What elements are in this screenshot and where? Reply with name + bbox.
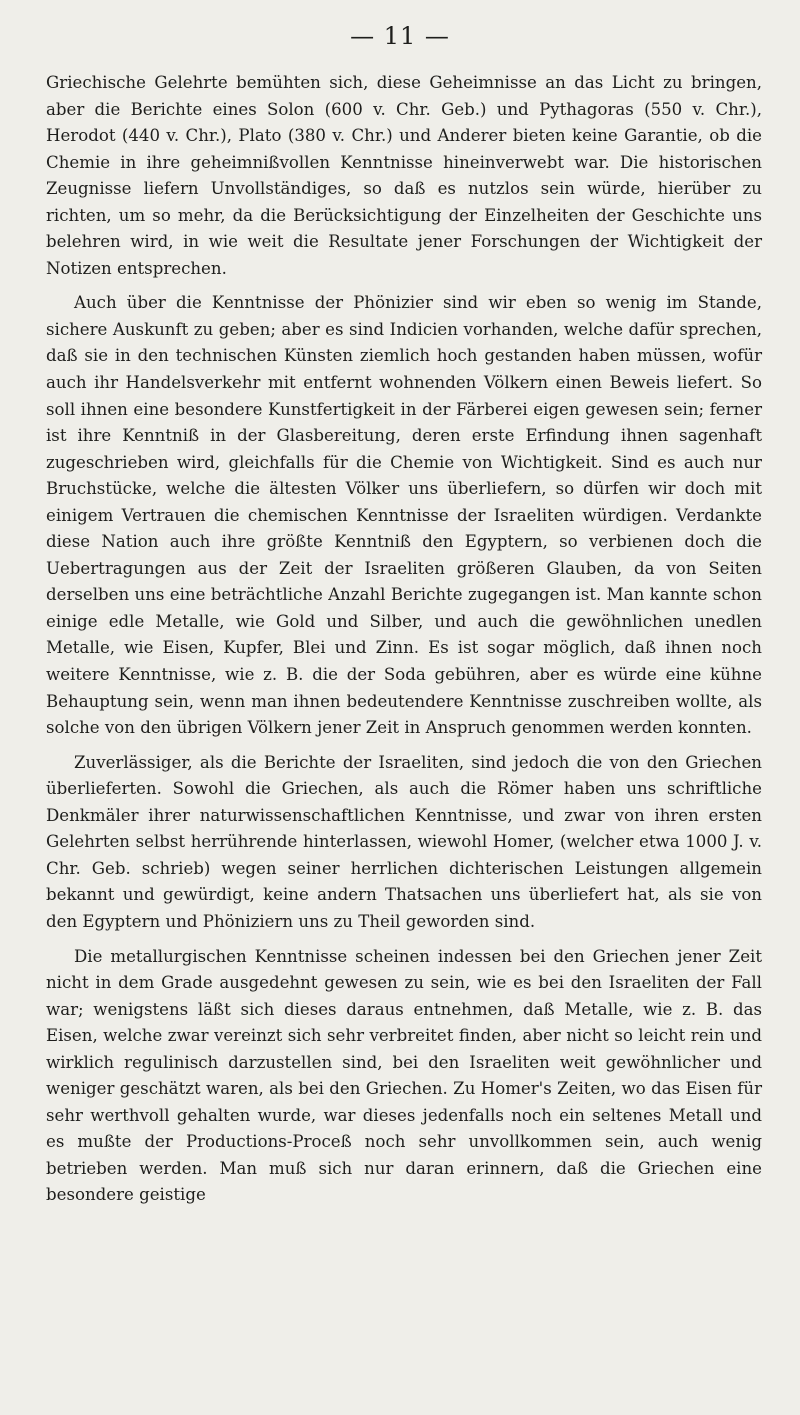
paragraph-greek-romans-reliability: Zuverlässiger, als die Berichte der Israeliten, sind jedoch die von den Griechen überlieferten. Sowohl die Griechen, als auch die Römer haben uns schriftliche Denkmäler ihrer naturwissenschaftlichen Kenntnisse, und zwar von ihren ersten Gelehrten selbst herrührende hinterlassen, wiewohl Homer, (welcher etwa 1000 J. v. Chr. Geb. schrieb) wegen seiner herrlichen dichterischen Leistungen allgemein bekannt und gewürdigt, keine andern Thatsachen uns überliefert hat, als sie von den Egyptern und Phöniziern uns zu Theil geworden sind. xyxy=(46,752,762,931)
body-text xyxy=(46,70,762,1217)
paragraph-phoenicians-israelites: Auch über die Kenntnisse der Phönizier sind wir eben so wenig im Stande, sichere Auskunft zu geben; aber es sind Indicien vorhanden, welche dafür sprechen, daß sie in den technischen Künsten ziemlich hoch gestanden haben müssen, wofür auch ihr Handelsverkehr mit entfernt wohnenden Völkern einen Beweis liefert. So soll ihnen eine besondere Kunstfertigkeit in der Färberei eigen gewesen sein; ferner ist ihre Kenntniß in der Glasbereitung, deren erste Erfindung ihnen sagenhaft zugeschrieben wird, gleichfalls für die Chemie von Wichtigkeit. Sind es auch nur Bruchstücke, welche die ältesten Völker uns überliefern, so dürfen wir doch mit einigem Vertrauen die chemischen Kenntnisse der Israeliten würdigen. Verdankte diese Nation auch ihre größte Kenntniß den Egyptern, so verbienen doch die Uebertragungen aus der Zeit der Israeliten größeren Glauben, da von Seiten derselben uns eine beträchtliche Anzahl Berichte zugegangen ist. Man kannte schon einige edle Metalle, wie Gold und Silber, und auch die gewöhnlichen unedlen Metalle, wie Eisen, Kupfer, Blei und Zinn. Es ist sogar möglich, daß ihnen noch weitere Kenntnisse, wie z. B. die der Soda gebühren, aber es würde eine kühne Behauptung sein, wenn man ihnen bedeutendere Kenntnisse zuschreiben wollte, als solche von den übrigen Völkern jener Zeit in Anspruch genommen werden konnten. xyxy=(46,293,762,738)
paragraph-metallurgy: Die metallurgischen Kenntnisse scheinen indessen bei den Griechen jener Zeit nicht in dem Grade ausgedehnt gewesen zu sein, wie es bei den Israeliten der Fall war; wenigstens läßt sich dieses daraus entnehmen, daß Metalle, wie z. B. das Eisen, welche zwar vereinzt sich sehr verbreitet finden, aber nicht so leicht rein und wirklich regulinisch darzustellen sind, bei den Israeliten weit gewöhnlicher und weniger geschätzt waren, als bei den Griechen. Zu Homer's Zeiten, wo das Eisen für sehr werthvoll gehalten wurde, war dieses jedenfalls noch ein seltenes Metall und es mußte der Productions-Proceß noch sehr unvollkommen sein, auch wenig betrieben werden. Man muß sich nur daran erinnern, daß die Griechen eine besondere geistige xyxy=(46,946,762,1205)
paragraph-greek-scholars: Griechische Gelehrte bemühten sich, diese Geheimnisse an das Licht zu bringen, aber die Berichte eines Solon (600 v. Chr. Geb.) und Pythagoras (550 v. Chr.), Herodot (440 v. Chr.), Plato (380 v. Chr.) und Anderer bieten keine Garantie, ob die Chemie in ihre geheimnißvollen Kenntnisse hineinverwebt war. Die historischen Zeugnisse liefern Unvollständiges, so daß es nutzlos sein würde, hierüber zu richten, um so mehr, da die Berücksichtigung der Einzelheiten der Geschichte uns belehren wird, in wie weit die Resultate jener Forschungen der Wichtigkeit der Notizen entsprechen. xyxy=(46,73,762,278)
page-number: — 11 — xyxy=(350,22,450,50)
